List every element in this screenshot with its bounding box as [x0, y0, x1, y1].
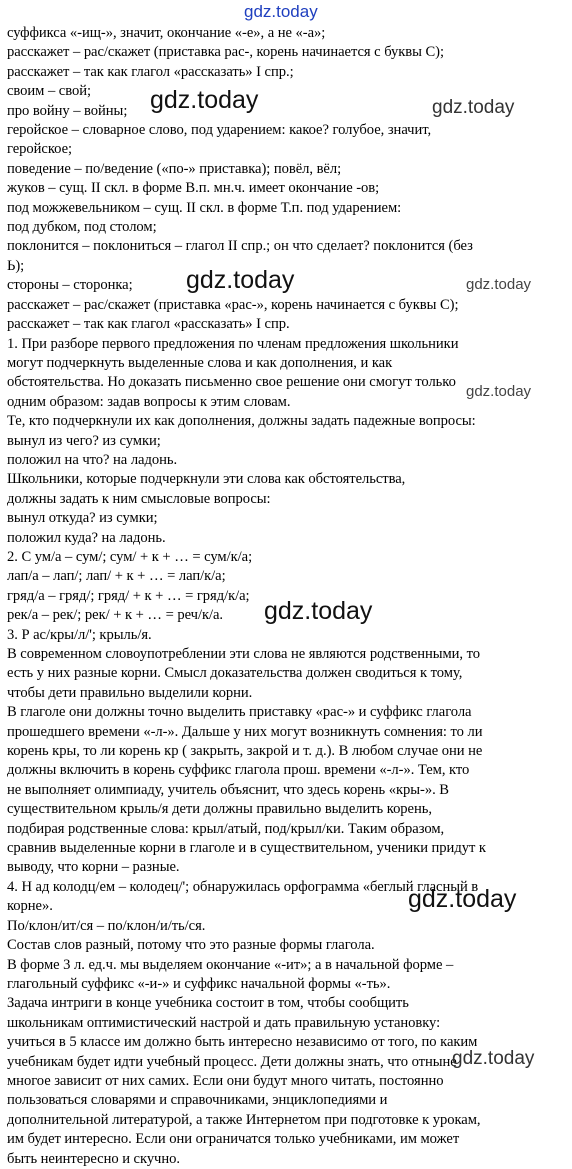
text-line: В форме 3 л. ед.ч. мы выделяем окончание «-ит»; а в начальной форме – — [7, 956, 454, 973]
text-line: жуков – сущ. II скл. в форме В.п. мн.ч. имеет окончание -ов; — [7, 180, 380, 197]
text-line: Состав слов разный, потому что это разные формы глагола. — [7, 937, 375, 954]
text-line: выводу, что корни – разные. — [7, 859, 180, 876]
text-line: геройское – словарное слово, под ударением: какое? голубое, значит, — [7, 122, 432, 139]
text-line: В современном словоупотреблении эти слова не являются родственными, то — [7, 646, 480, 662]
text-line: поклонится – поклониться – глагол II спр.; он что сделает? поклонится (без — [7, 238, 473, 255]
text-line: должны включить в корень суффикс глагола прош. времени «-л-». Тем, кто — [7, 762, 470, 779]
text-line: чтобы дети правильно выделили корни. — [7, 684, 253, 701]
watermark: gdz.today — [408, 885, 517, 913]
text-line: подбирая родственные слова: крыл/атый, под/крыл/ки. Таким образом, — [7, 820, 445, 837]
text-line: 4. Н ад колодц/ем – колодец/'; обнаружилась орфограмма «беглый гласный в — [7, 878, 479, 895]
text-line: 2. С ум/а – сум/; сум/ + к + … = сум/к/а; — [7, 548, 253, 565]
watermark: gdz.today — [466, 276, 532, 293]
watermark: gdz.today — [186, 266, 295, 294]
watermark: gdz.today — [150, 86, 259, 114]
text-line: гряд/а – гряд/; гряд/ + к + … = гряд/к/а; — [7, 587, 250, 604]
text-line: 1. При разборе первого предложения по членам предложения школьники — [7, 335, 459, 352]
text-line: существительном крыль/я дети должны правильно выделить корень, — [7, 801, 432, 818]
text-line: Ь); — [7, 257, 25, 274]
text-line: корне». — [7, 898, 53, 915]
text-line: должны задать к ним смысловые вопросы: — [7, 490, 271, 507]
text-line: могут подчеркнуть выделенные слова и как дополнения, и как — [7, 354, 393, 371]
text-line: геройское; — [7, 141, 73, 158]
text-line: Те, кто подчеркнули их как дополнения, должны задать падежные вопросы: — [7, 413, 476, 430]
text-line: под дубком, под столом; — [7, 219, 157, 236]
text-line: корень кры, то ли корень кр ( закрыть, закрой и т. д.). В любом случае они не — [7, 743, 483, 760]
text-line: 3. Р ас/кры/л/'; крыль/я. — [7, 626, 152, 643]
text-line: рек/а – рек/; рек/ + к + … = реч/к/а. — [7, 607, 224, 624]
text-line: школьникам оптимистический настрой и дать правильную установку: — [7, 1014, 441, 1031]
watermark: gdz.today — [244, 2, 318, 21]
text-line: многое зависит от них самих. Если они будут много читать, постоянно — [7, 1072, 444, 1089]
text-line: стороны – сторонка; — [7, 277, 133, 294]
text-line: вынул откуда? из сумки; — [7, 510, 158, 527]
text-line: вынул из чего? из сумки; — [7, 432, 161, 449]
text-line: Школьники, которые подчеркнули эти слова как обстоятельства, — [7, 471, 406, 488]
watermark: gdz.today — [466, 383, 532, 400]
text-line: им будет интересно. Если они ограничатся только учебниками, им может — [7, 1131, 460, 1148]
text-line: своим – свой; — [7, 83, 91, 100]
text-line: В глаголе они должны точно выделить приставку «рас-» и суффикс глагола — [7, 704, 472, 721]
text-line: расскажет – так как глагол «рассказать» I спр. — [7, 316, 290, 333]
text-line: про войну – войны; — [7, 102, 128, 119]
text-line: сравнив выделенные корни в глаголе и в существительном, ученики придут к — [7, 840, 486, 857]
text-line: положил на что? на ладонь. — [7, 451, 178, 468]
text-line: суффикса «-ищ-», значит, окончание «-е», а не «-а»; — [7, 25, 326, 41]
text-line: учиться в 5 классе им должно быть интересно независимо от того, по каким — [7, 1034, 478, 1051]
text-line: положил куда? на ладонь. — [7, 529, 166, 546]
text-line: быть неинтересно и скучно. — [7, 1150, 180, 1167]
text-line: Задача интриги в конце учебника состоит в том, чтобы сообщить — [7, 995, 409, 1012]
watermark: gdz.today — [264, 597, 373, 625]
text-line: не выполняет олимпиаду, учитель объяснит, что здесь корень «кры-». В — [7, 781, 449, 798]
text-line: дополнительной литературой, а также Интернетом при подготовке к урокам, — [7, 1111, 481, 1128]
text-line: одним образом: задав вопросы к этим словам. — [7, 393, 291, 410]
text-line: расскажет – рас/скажет (приставка рас-, корень начинается с буквы С); — [7, 44, 444, 61]
text-line: расскажет – так как глагол «рассказать» I спр.; — [7, 63, 294, 80]
text-line: расскажет – рас/скажет (приставка «рас-», корень начинается с буквы С); — [7, 296, 459, 313]
text-line: пользоваться словарями и справочниками, энциклопедиями и — [7, 1092, 388, 1109]
watermark: gdz.today — [432, 97, 515, 118]
text-line: лап/а – лап/; лап/ + к + … = лап/к/а; — [7, 568, 226, 585]
text-line: учебникам будет идти учебный процесс. Дети должны знать, что отныне — [7, 1053, 457, 1070]
text-line: прошедшего времени «-л-». Дальше у них могут возникнуть сомнения: то ли — [7, 723, 483, 740]
watermark: gdz.today — [452, 1048, 535, 1069]
text-line: По/клон/ит/ся – по/клон/и/ть/ся. — [7, 917, 206, 934]
text-line: поведение – по/ведение («по-» приставка); повёл, вёл; — [7, 160, 342, 177]
text-line: есть у них разные корни. Смысл доказательства должен сводиться к тому, — [7, 665, 463, 682]
text-line: обстоятельства. Но доказать письменно свое решение они смогут только — [7, 374, 456, 391]
text-line: под можжевельником – сущ. II скл. в форме Т.п. под ударением: — [7, 199, 402, 216]
text-line: глагольный суффикс «-и-» и суффикс начальной формы «-ть». — [7, 975, 391, 992]
